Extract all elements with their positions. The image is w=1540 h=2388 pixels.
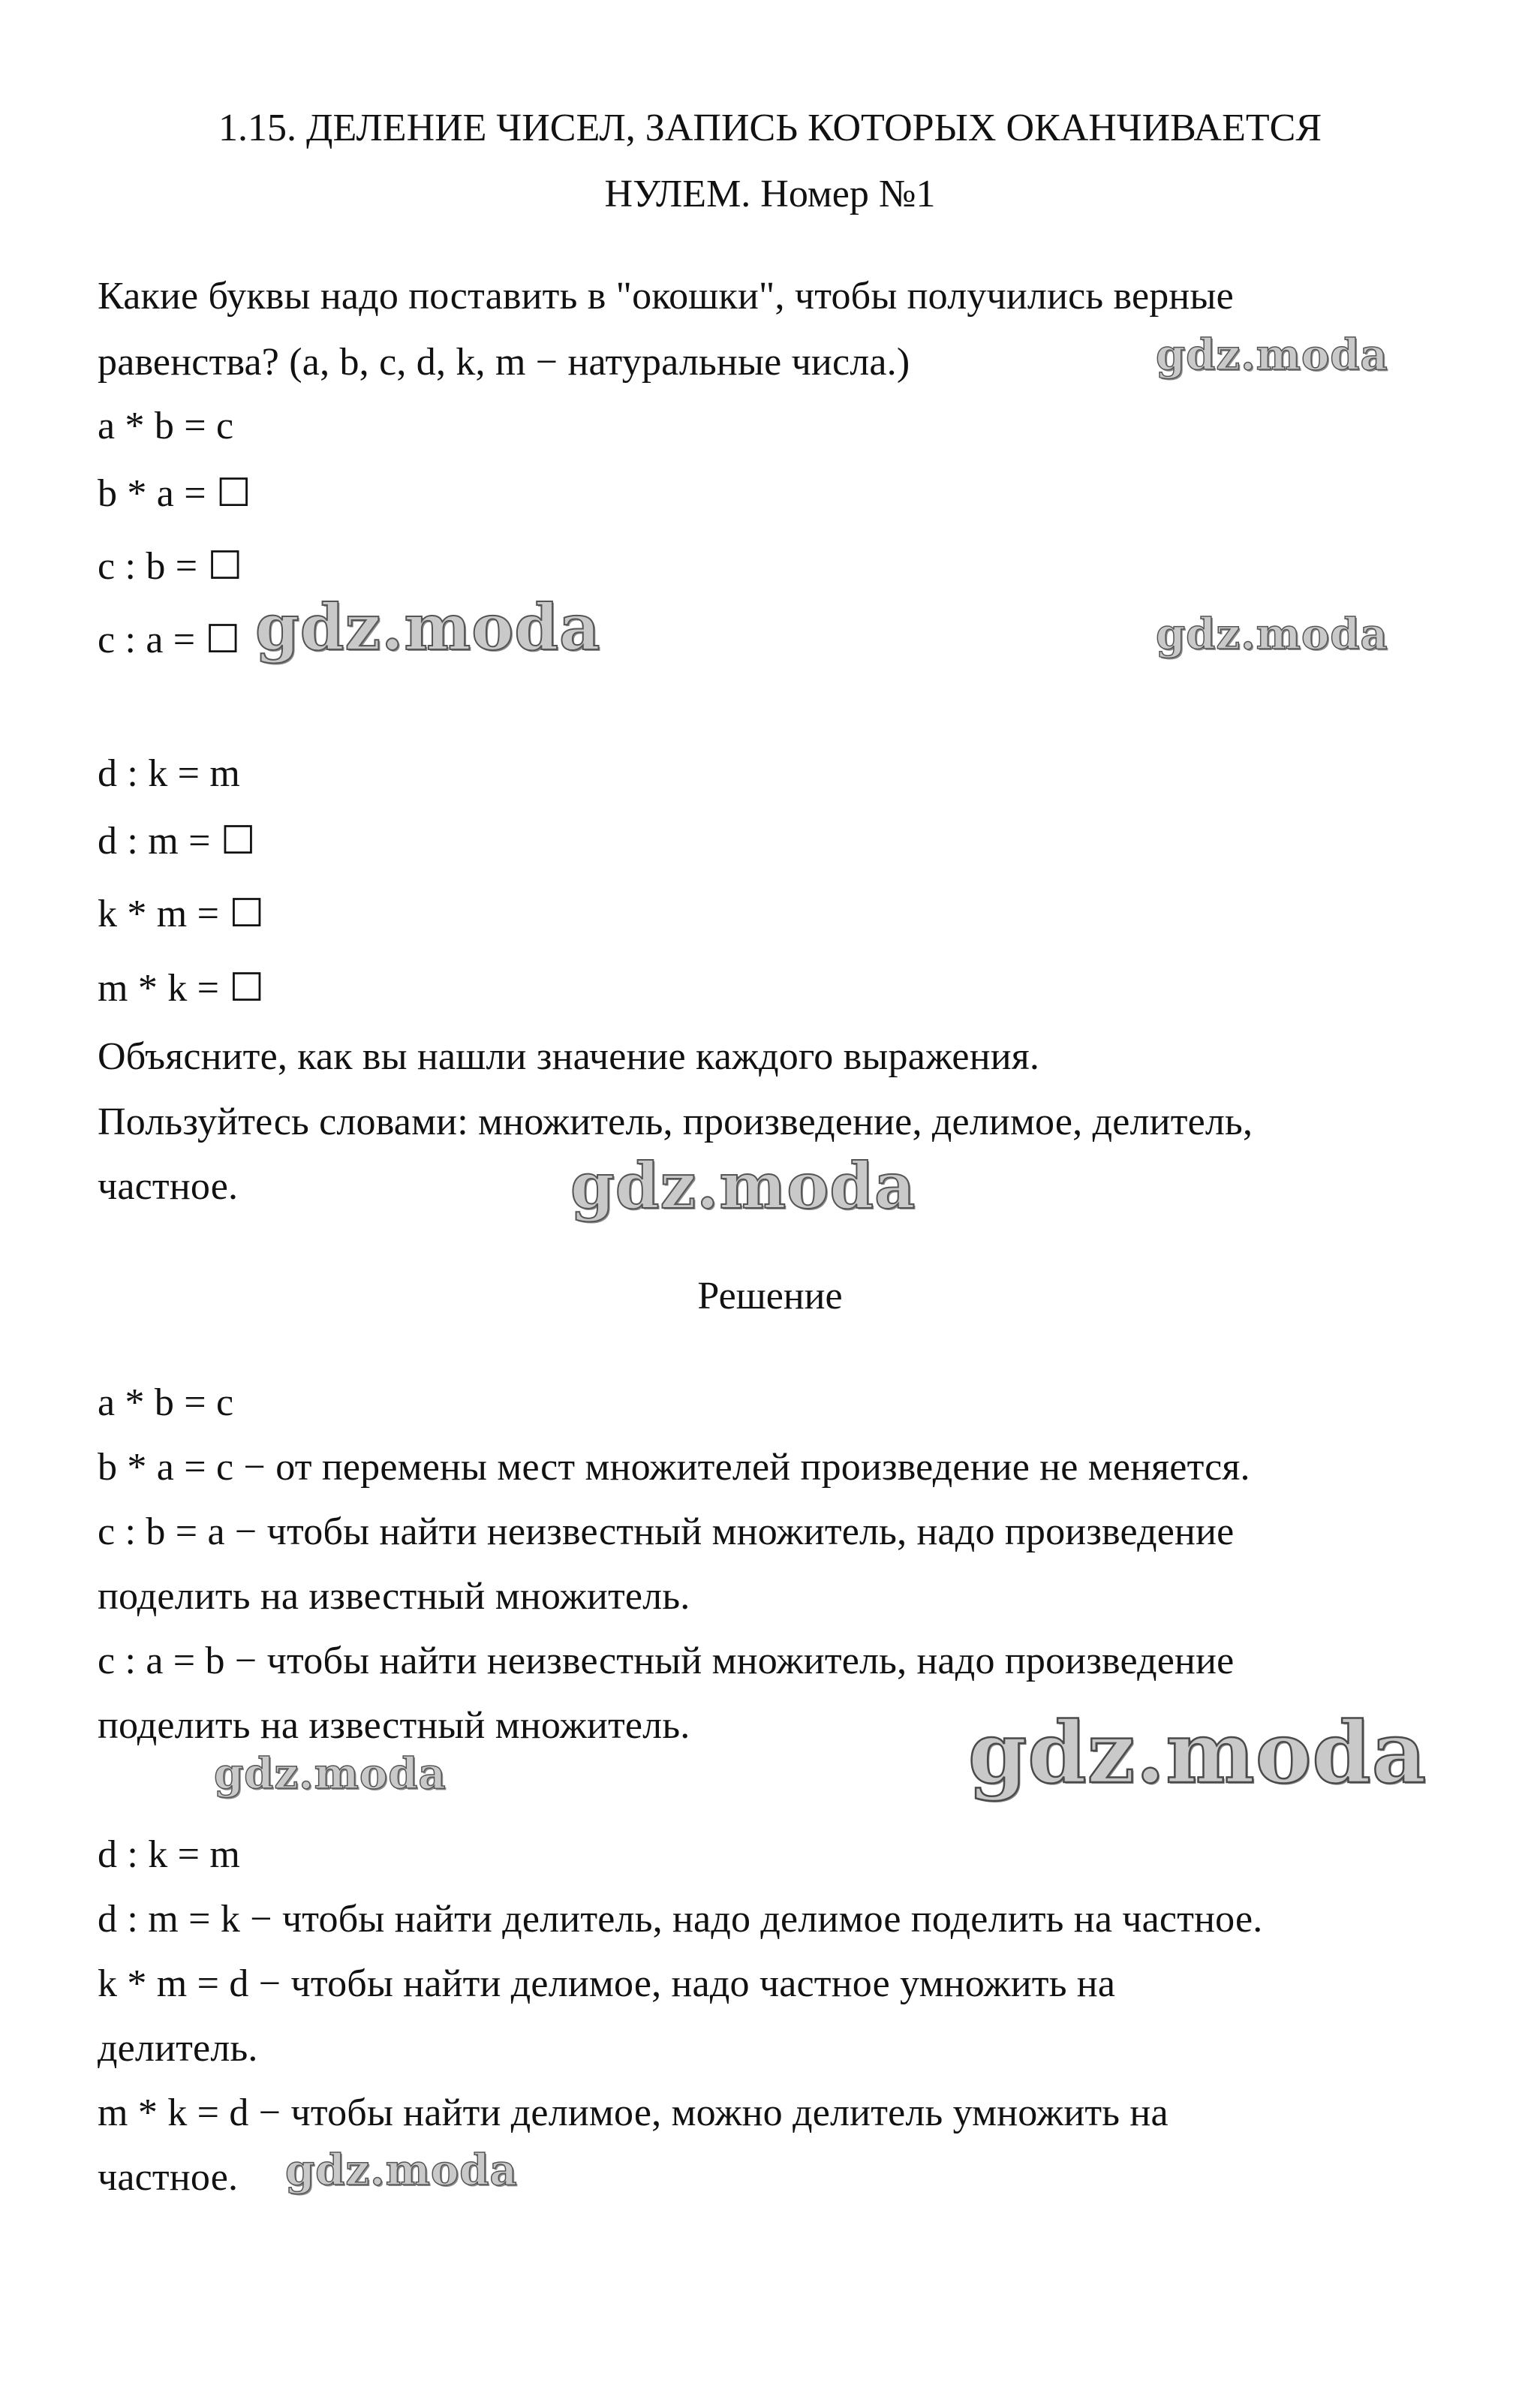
watermark: gdz.moda	[968, 1704, 1427, 1802]
task-explain-line-3: частное.	[98, 1165, 239, 1208]
task-equation: k * m = ☐	[98, 893, 265, 935]
task-equation: a * b = c	[98, 405, 234, 447]
watermark: gdz.moda	[214, 1749, 447, 1799]
solution-line: делитель.	[98, 2027, 258, 2070]
solution-line: c : b = a − чтобы найти неизвестный множитель, надо произведение	[98, 1510, 1235, 1553]
task-intro-line-1: Какие буквы надо поставить в "окошки", чтобы получились верные	[98, 275, 1234, 318]
task-explain-line-2: Пользуйтесь словами: множитель, произведение, делимое, делитель,	[98, 1101, 1253, 1143]
solution-line: b * a = c − от перемены мест множителей произведение не меняется.	[98, 1446, 1250, 1489]
watermark: gdz.moda	[570, 1149, 916, 1223]
task-equation: c : a = ☐	[98, 619, 241, 661]
solution-heading: Решение	[697, 1275, 843, 1317]
watermark: gdz.moda	[255, 590, 601, 664]
solution-line: c : a = b − чтобы найти неизвестный множитель, надо произведение	[98, 1640, 1235, 1682]
task-equation: b * a = ☐	[98, 472, 251, 515]
solution-line: поделить на известный множитель.	[98, 1575, 690, 1618]
solution-line: d : m = k − чтобы найти делитель, надо делимое поделить на частное.	[98, 1898, 1263, 1941]
solution-line: a * b = c	[98, 1381, 234, 1424]
solution-line: поделить на известный множитель.	[98, 1704, 690, 1747]
watermark: gdz.moda	[285, 2146, 518, 2195]
task-intro-line-2: равенства? (a, b, c, d, k, m − натуральные числа.)	[98, 341, 910, 384]
task-explain-line-1: Объясните, как вы нашли значение каждого выражения.	[98, 1035, 1040, 1078]
task-equation: d : m = ☐	[98, 820, 256, 863]
solution-line: частное.	[98, 2156, 239, 2199]
solution-line: d : k = m	[98, 1833, 241, 1876]
page-title-line-2: НУЛЕМ. Номер №1	[604, 173, 936, 215]
solution-line: k * m = d − чтобы найти делимое, надо частное умножить на	[98, 1962, 1116, 2005]
task-equation: m * k = ☐	[98, 967, 265, 1010]
page-title-line-1: 1.15. ДЕЛЕНИЕ ЧИСЕЛ, ЗАПИСЬ КОТОРЫХ ОКАНЧИВАЕТСЯ	[218, 107, 1322, 149]
watermark: gdz.moda	[1156, 330, 1388, 380]
watermark: gdz.moda	[1156, 610, 1388, 659]
solution-line: m * k = d − чтобы найти делимое, можно делитель умножить на	[98, 2091, 1169, 2134]
task-equation: d : k = m	[98, 752, 241, 795]
task-equation: c : b = ☐	[98, 545, 243, 588]
